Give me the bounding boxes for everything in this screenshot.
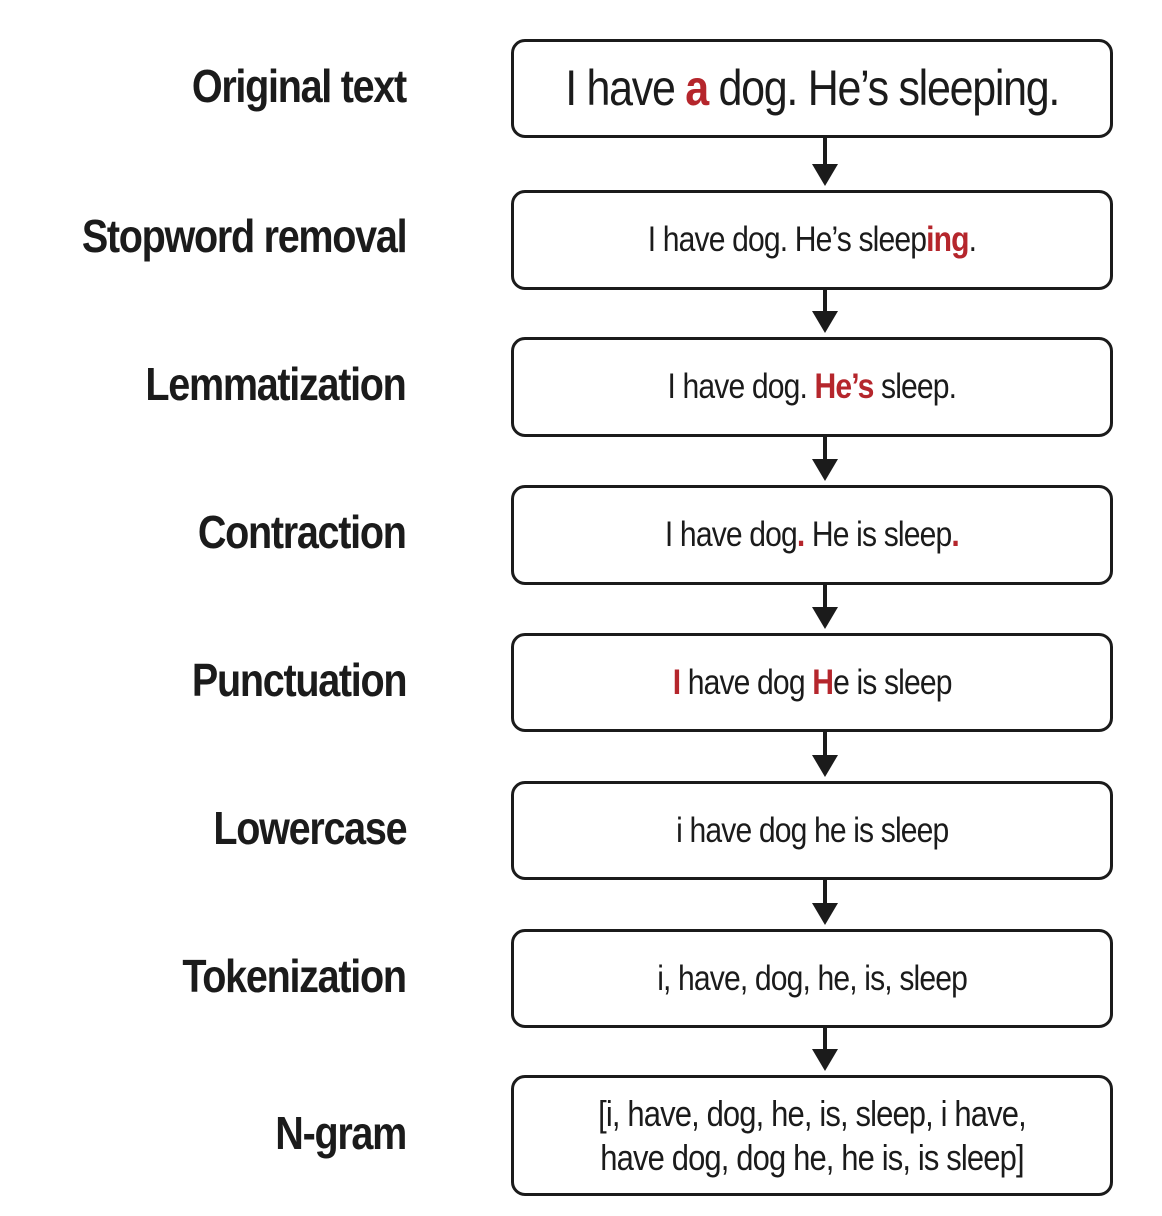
highlighted-change: ing (926, 220, 969, 260)
step-label-original-text: Original text (191, 60, 406, 112)
step-text-contraction (665, 513, 959, 557)
step-text-lowercase (676, 809, 948, 853)
step-box-punctuation (511, 633, 1113, 732)
step-box-tokenization (511, 929, 1113, 1028)
down-arrow-icon (810, 290, 840, 337)
highlighted-change: I (672, 662, 681, 702)
text-segment: dog. He’s sleeping. (707, 60, 1059, 117)
text-segment: sleep. (873, 367, 957, 407)
step-box-lowercase (511, 781, 1113, 880)
highlighted-change: . (797, 515, 805, 555)
down-arrow-icon (810, 1028, 840, 1075)
step-text-punctuation (673, 661, 952, 705)
step-label-lemmatization: Lemmatization (145, 358, 406, 410)
step-box-n-gram (511, 1075, 1113, 1196)
text-segment: i have dog he is sleep (675, 810, 949, 850)
step-label-punctuation: Punctuation (191, 654, 406, 706)
text-segment: I have dog. (667, 367, 815, 407)
text-segment: I have (565, 60, 686, 117)
step-label-stopword-removal: Stopword removal (81, 210, 406, 262)
step-label-n-gram: N-gram (275, 1107, 406, 1159)
text-segment: i, have, dog, he, is, sleep (657, 958, 967, 998)
text-segment: [i, have, dog, he, is, sleep, i have, have dog, dog he, he is, is sleep] (598, 1093, 1026, 1178)
step-text-lemmatization (668, 365, 957, 409)
step-box-stopword-removal (511, 190, 1113, 290)
down-arrow-icon (810, 138, 840, 190)
down-arrow-icon (810, 585, 840, 633)
highlighted-change: a (685, 60, 708, 117)
step-label-lowercase: Lowercase (213, 802, 406, 854)
step-text-stopword-removal (648, 218, 976, 262)
down-arrow-icon (810, 437, 840, 485)
step-text-n-gram (563, 1092, 1062, 1178)
text-segment: have dog (680, 662, 813, 702)
text-segment: I have dog (665, 515, 798, 555)
step-label-contraction: Contraction (198, 506, 406, 558)
highlighted-change: He’s (814, 367, 874, 407)
down-arrow-icon (810, 880, 840, 929)
highlighted-change: . (951, 515, 959, 555)
step-box-contraction (511, 485, 1113, 585)
step-label-tokenization: Tokenization (182, 950, 406, 1002)
step-text-original-text (565, 57, 1059, 120)
step-box-original-text (511, 39, 1113, 138)
text-segment: . (968, 220, 977, 260)
down-arrow-icon (810, 732, 840, 781)
text-segment: e is sleep (832, 662, 952, 702)
step-box-lemmatization (511, 337, 1113, 437)
step-text-tokenization (657, 957, 967, 1001)
text-segment: I have dog. He’s sleep (647, 220, 927, 260)
highlighted-change: H (812, 662, 833, 702)
text-segment: He is sleep (804, 515, 952, 555)
